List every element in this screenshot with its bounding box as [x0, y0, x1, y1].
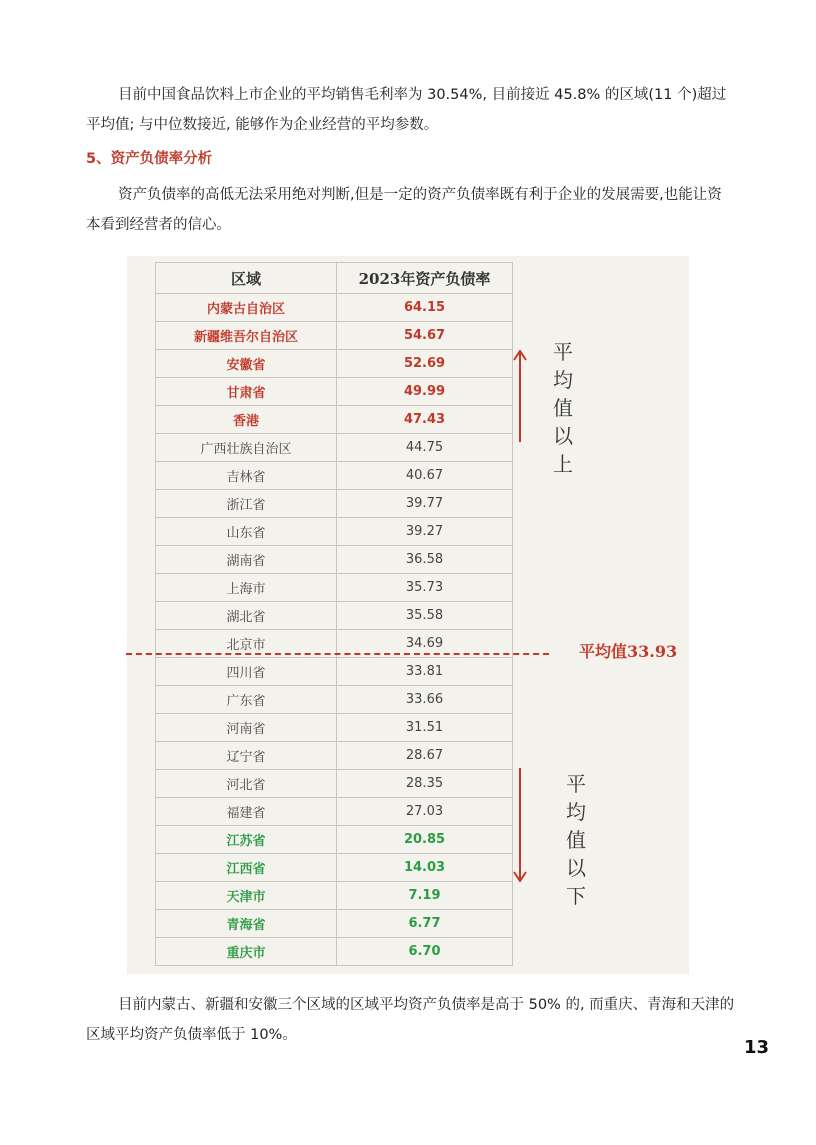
table-row: [156, 434, 513, 462]
region-cell: 广西壮族自治区: [156, 434, 337, 462]
region-cell: 山东省: [156, 518, 337, 546]
table-row: [156, 350, 513, 378]
ratio-cell: 7.19: [337, 882, 513, 910]
ratio-cell: 14.03: [337, 854, 513, 882]
table-header-row: [156, 263, 513, 294]
region-cell: 甘肃省: [156, 378, 337, 406]
ratio-cell: 34.69: [337, 630, 513, 658]
ratio-cell: 35.73: [337, 574, 513, 602]
ratio-cell: 39.27: [337, 518, 513, 546]
arrow-down-icon: [512, 766, 528, 884]
region-cell: 安徽省: [156, 350, 337, 378]
region-cell: 新疆维吾尔自治区: [156, 322, 337, 350]
column-header-ratio: 2023年资产负债率: [337, 263, 513, 294]
region-cell: 江西省: [156, 854, 337, 882]
section-text: 资产负债率的高低无法采用绝对判断,但是一定的资产负债率既有利于企业的发展需要,也能让资本看到经营者的信心。: [86, 187, 722, 233]
region-cell: 内蒙古自治区: [156, 294, 337, 322]
ratio-cell: 40.67: [337, 462, 513, 490]
table-row: [156, 798, 513, 826]
debt-ratio-figure: [127, 256, 689, 974]
ratio-cell: 27.03: [337, 798, 513, 826]
region-cell: 吉林省: [156, 462, 337, 490]
table-row: [156, 882, 513, 910]
average-divider-line: [126, 653, 549, 655]
table-row: [156, 546, 513, 574]
region-cell: 四川省: [156, 658, 337, 686]
ratio-cell: 20.85: [337, 826, 513, 854]
ratio-cell: 6.77: [337, 910, 513, 938]
region-cell: 湖南省: [156, 546, 337, 574]
region-cell: 福建省: [156, 798, 337, 826]
table-row: [156, 378, 513, 406]
region-cell: 香港: [156, 406, 337, 434]
region-cell: 河南省: [156, 714, 337, 742]
ratio-cell: 64.15: [337, 294, 513, 322]
ratio-cell: 44.75: [337, 434, 513, 462]
intro-text: 目前中国食品饮料上市企业的平均销售毛利率为 30.54%, 目前接近 45.8% 的区域(11 个)超过平均值; 与中位数接近, 能够作为企业经营的平均参数。: [86, 87, 727, 133]
region-cell: 湖北省: [156, 602, 337, 630]
ratio-cell: 47.43: [337, 406, 513, 434]
table-row: [156, 742, 513, 770]
region-cell: 江苏省: [156, 826, 337, 854]
ratio-cell: 28.67: [337, 742, 513, 770]
ratio-cell: 28.35: [337, 770, 513, 798]
section-paragraph: [86, 180, 736, 240]
table-row: [156, 910, 513, 938]
region-cell: 浙江省: [156, 490, 337, 518]
table-row: [156, 714, 513, 742]
region-cell: 辽宁省: [156, 742, 337, 770]
section-heading: 5、资产负债率分析: [86, 151, 213, 167]
region-cell: 青海省: [156, 910, 337, 938]
region-cell: 上海市: [156, 574, 337, 602]
table-row: [156, 826, 513, 854]
ratio-cell: 6.70: [337, 938, 513, 966]
table-row: [156, 518, 513, 546]
ratio-cell: 33.66: [337, 686, 513, 714]
table-row: [156, 490, 513, 518]
ratio-cell: 49.99: [337, 378, 513, 406]
below-average-label: 平 均 值 以 下: [566, 772, 586, 908]
table-row: [156, 938, 513, 966]
intro-paragraph: [86, 80, 736, 140]
average-value-label: 平均值33.93: [579, 642, 678, 661]
ratio-cell: 54.67: [337, 322, 513, 350]
table-row: [156, 658, 513, 686]
region-cell: 天津市: [156, 882, 337, 910]
table-row: [156, 462, 513, 490]
table-row: [156, 854, 513, 882]
arrow-up-icon: [512, 348, 528, 444]
table-row: [156, 602, 513, 630]
conclusion-paragraph: [86, 990, 736, 1050]
page-number: 13: [744, 1037, 770, 1058]
conclusion-text: 目前内蒙古、新疆和安徽三个区域的区域平均资产负债率是高于 50% 的, 而重庆、青海和天津的区域平均资产负债率低于 10%。: [86, 997, 735, 1043]
ratio-cell: 35.58: [337, 602, 513, 630]
ratio-cell: 52.69: [337, 350, 513, 378]
column-header-region: 区域: [156, 263, 337, 294]
ratio-cell: 31.51: [337, 714, 513, 742]
table-row: [156, 686, 513, 714]
table-row: [156, 574, 513, 602]
debt-ratio-table: [155, 262, 513, 966]
above-average-label: 平 均 值 以 上: [553, 340, 573, 476]
table-row: [156, 770, 513, 798]
region-cell: 北京市: [156, 630, 337, 658]
ratio-cell: 39.77: [337, 490, 513, 518]
region-cell: 河北省: [156, 770, 337, 798]
ratio-cell: 36.58: [337, 546, 513, 574]
table-row: [156, 322, 513, 350]
region-cell: 广东省: [156, 686, 337, 714]
table-row: [156, 406, 513, 434]
region-cell: 重庆市: [156, 938, 337, 966]
table-row: [156, 294, 513, 322]
ratio-cell: 33.81: [337, 658, 513, 686]
